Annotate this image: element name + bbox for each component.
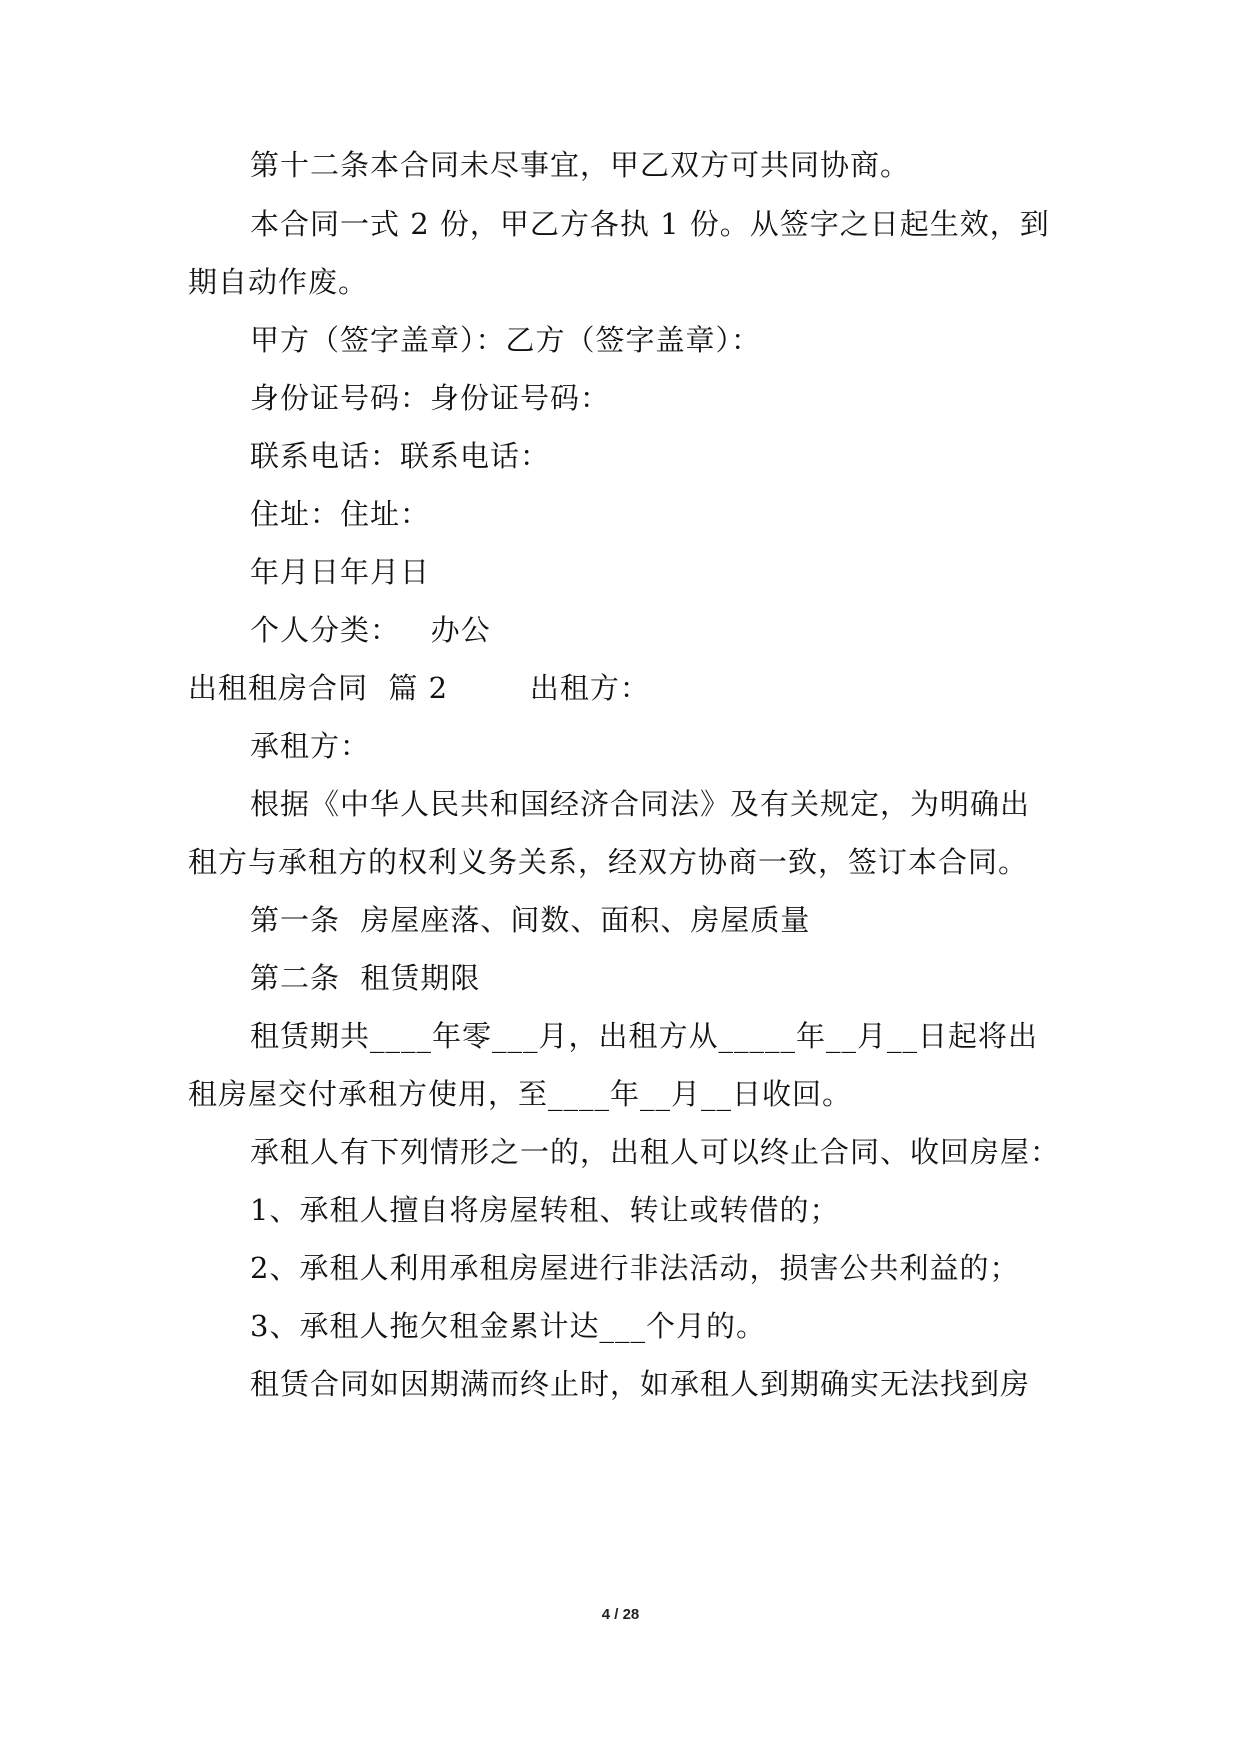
text-line: 1、承租人擅自将房屋转租、转让或转借的； [250, 1193, 840, 1227]
text-line: 3、承租人拖欠租金累计达___个月的。 [250, 1309, 766, 1343]
text-line: 租房屋交付承租方使用，至____年__月__日收回。 [188, 1077, 853, 1111]
text-line: 年月日年月日 [250, 555, 431, 589]
text-line: 租方与承租方的权利义务关系，经双方协商一致，签订本合同。 [188, 845, 1029, 879]
text-line: 租赁合同如因期满而终止时，如承租人到期确实无法找到房 [250, 1367, 1031, 1401]
text-line: 第一条 房屋座落、间数、面积、房屋质量 [250, 903, 811, 937]
text-line: 本合同一式 2 份，甲乙方各执 1 份。从签字之日起生效，到 [250, 207, 1050, 241]
text-line: 个人分类： 办公 [250, 613, 491, 647]
text-line: 根据《中华人民共和国经济合同法》及有关规定，为明确出 [250, 787, 1031, 821]
text-line: 租赁期共____年零___月，出租方从_____年__月__日起将出 [250, 1019, 1039, 1053]
text-line: 期自动作废。 [188, 265, 369, 299]
text-line: 住址：住址： [250, 497, 431, 531]
text-line: 联系电话：联系电话： [250, 439, 551, 473]
text-line: 承租人有下列情形之一的，出租人可以终止合同、收回房屋： [250, 1135, 1061, 1169]
text-line: 承租方： [250, 729, 371, 763]
page-number: 4 / 28 [601, 1606, 640, 1623]
text-line: 第二条 租赁期限 [250, 961, 481, 995]
text-line: 甲方（签字盖章）：乙方（签字盖章）： [250, 323, 762, 357]
section-heading: 出租租房合同 篇 2 出租方： [188, 671, 650, 705]
text-line: 第十二条本合同未尽事宜，甲乙双方可共同协商。 [250, 148, 911, 182]
text-line: 2、承租人利用承租房屋进行非法活动，损害公共利益的； [250, 1251, 1020, 1285]
text-line: 身份证号码：身份证号码： [250, 381, 611, 415]
